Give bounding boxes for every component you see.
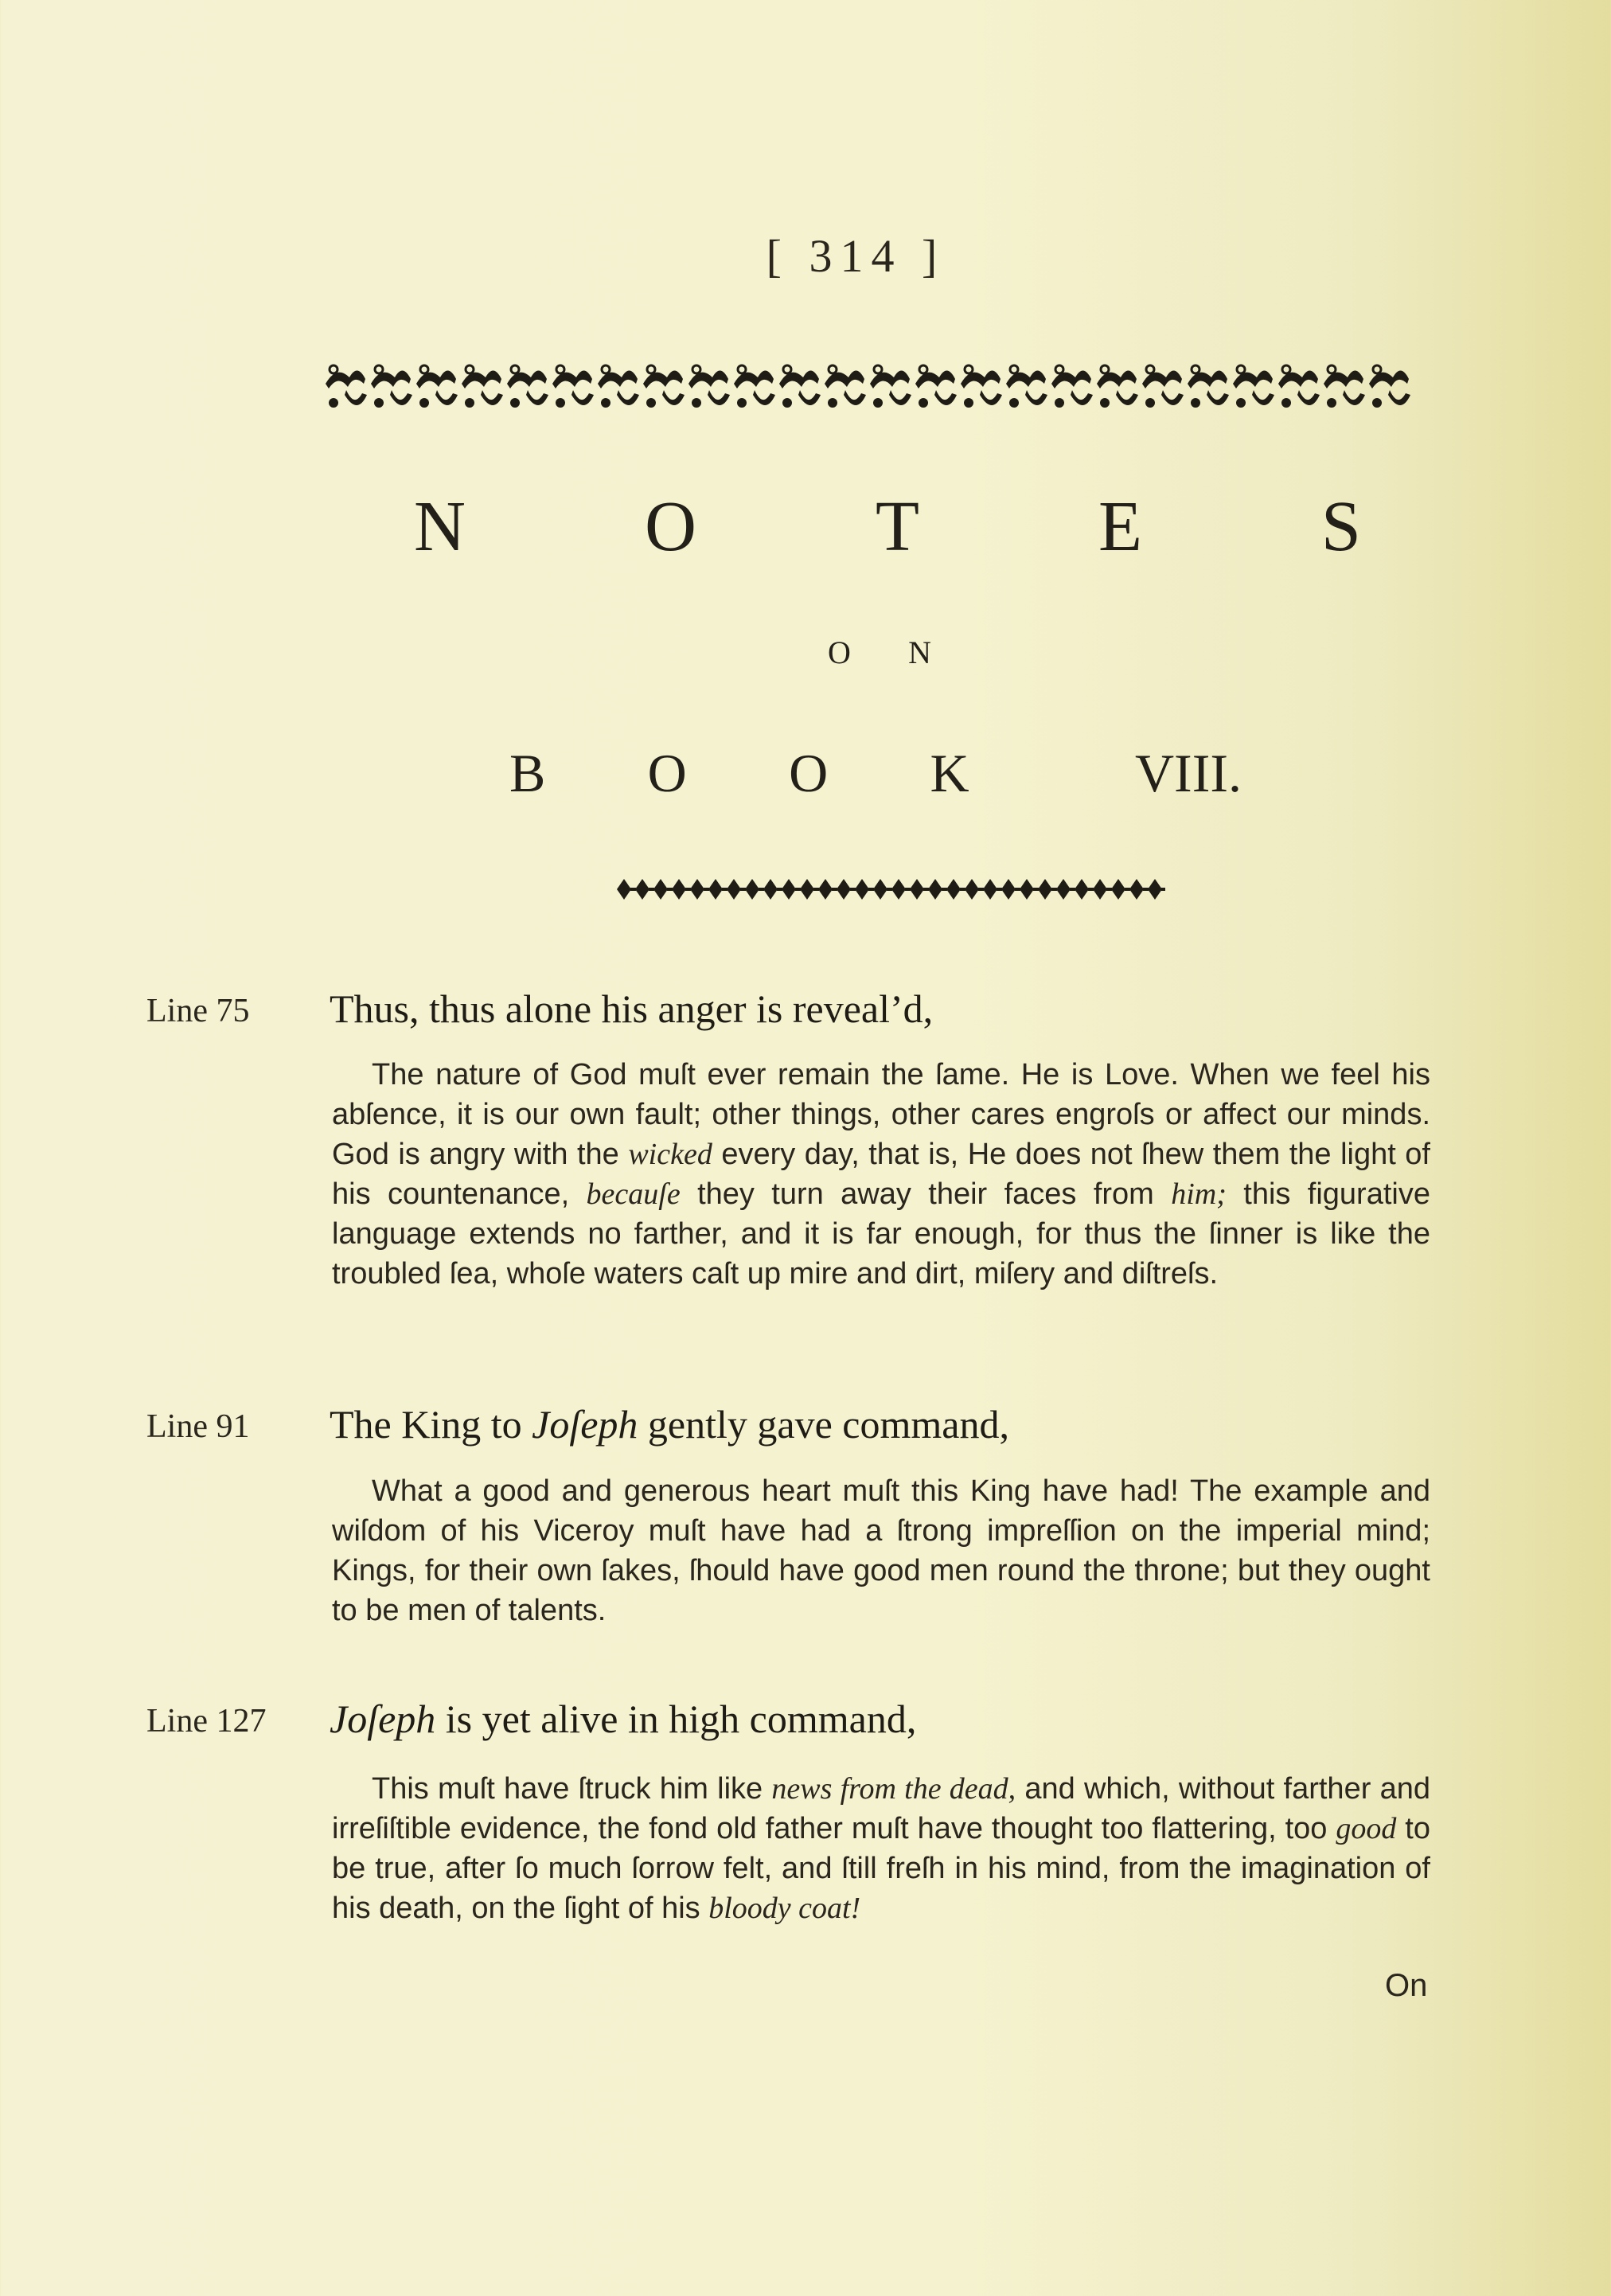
- ornament-sprig: [825, 365, 866, 408]
- ornament-diamond: [965, 879, 979, 900]
- ornament-diamond: [946, 879, 961, 900]
- page-number: [ 314 ]: [766, 230, 946, 282]
- ornament-sprig: [326, 365, 367, 408]
- ornament-diamond: [745, 879, 759, 900]
- heading-letter: B: [509, 743, 546, 803]
- verse-text: is yet alive in high command,: [435, 1697, 917, 1741]
- ornament-diamond: [1093, 879, 1107, 900]
- commentary-italic: wicked: [628, 1138, 712, 1171]
- ornament-diamond: [782, 879, 796, 900]
- commentary-italic: bloody coat!: [708, 1892, 861, 1925]
- ornament-sprig: [1324, 365, 1365, 408]
- ornament-diamond: [1148, 879, 1162, 900]
- ornament-sprig: [1006, 365, 1047, 408]
- ornament-diamond: [1056, 879, 1071, 900]
- ornament-diamond: [672, 879, 686, 900]
- commentary-text: they turn away their faces from: [680, 1177, 1172, 1211]
- commentary-text: This muſt have ſtruck him like: [372, 1772, 772, 1806]
- ornament-sprig: [779, 365, 821, 408]
- book-number: VIII.: [1134, 743, 1242, 803]
- diamond-ornament-rule: [616, 876, 1165, 903]
- ornament-diamond: [727, 879, 741, 900]
- commentary-italic: news from the dead,: [771, 1772, 1016, 1806]
- verse-italic: Joſeph: [330, 1697, 436, 1741]
- floral-ornament-border: [322, 360, 1413, 416]
- ornament-diamond: [910, 879, 924, 900]
- heading-letter: N: [908, 635, 931, 670]
- ornament-sprig: [1051, 365, 1093, 408]
- verse-quote: [330, 1696, 916, 1742]
- ornament-diamond: [635, 879, 649, 900]
- ornament-diamond: [690, 879, 704, 900]
- ornament-sprig: [915, 365, 957, 408]
- heading-notes: [414, 486, 1361, 568]
- ornament-sprig: [961, 365, 1002, 408]
- verse-text: The King to: [330, 1402, 532, 1447]
- commentary-italic: him;: [1171, 1177, 1227, 1211]
- ornament-sprig: [371, 365, 412, 408]
- ornament-diamond: [983, 879, 997, 900]
- ornament-sprig: [1278, 365, 1320, 408]
- heading-letter: E: [1098, 487, 1142, 566]
- ornament-diamond: [1111, 879, 1125, 900]
- ornament-diamond: [837, 879, 851, 900]
- ornament-diamond: [1129, 879, 1144, 900]
- ornament-sprig: [688, 365, 730, 408]
- commentary: [332, 1055, 1430, 1294]
- ornament-diamond: [653, 879, 668, 900]
- ornament-sprig: [416, 365, 458, 408]
- verse-italic: Joſeph: [532, 1402, 638, 1447]
- heading-letter: O: [644, 487, 696, 566]
- heading-letter: O: [828, 635, 851, 670]
- ornament-sprig: [552, 365, 594, 408]
- ornament-sprig: [643, 365, 685, 408]
- commentary-italic: good: [1336, 1812, 1397, 1845]
- commentary-text: every day, that is, He does not ſhew them the light of his countenance,: [332, 1138, 1430, 1211]
- heading-book: [509, 742, 1242, 805]
- commentary-text: What a good and generous heart muſt this King have had! The example and wiſdom of his Viceroy muſt have had a ſtrong impreſſion on the imperial mind; Kings, for their own ſakes, ſhould have good men round the throne; but they ought to be men of talents.: [332, 1474, 1430, 1627]
- ornament-diamond: [891, 879, 906, 900]
- ornament-diamond: [1001, 879, 1016, 900]
- commentary-italic: becauſe: [586, 1177, 681, 1211]
- commentary-text: The nature of God muſt ever remain the ſame. He is Love. When we feel his abſence, it is our own fault; other things, other cares engroſs or affect our minds. God is angry with the: [332, 1058, 1430, 1171]
- ornament-diamond: [708, 879, 723, 900]
- ornament-sprig: [1142, 365, 1184, 408]
- commentary: [332, 1769, 1430, 1928]
- ornament-diamond: [763, 879, 778, 900]
- heading-letter: K: [930, 743, 969, 803]
- ornament-sprig: [1233, 365, 1274, 408]
- line-label: Line 91: [146, 1408, 250, 1445]
- catchword: On: [1385, 1968, 1428, 2003]
- commentary-text: this figurative language extends no farther, and it is far enough, for thus the ſinner is like the troubled ſea, whoſe waters caſt up mire and dirt, miſery and diſtreſs.: [332, 1177, 1430, 1291]
- heading-letter: O: [647, 743, 687, 803]
- ornament-sprig: [462, 365, 503, 408]
- ornament-sprig: [1369, 365, 1410, 408]
- commentary-text: to be true, after ſo much ſorrow felt, and ſtill freſh in his mind, from the imagination of his death, on the ſight of his: [332, 1812, 1430, 1925]
- ornament-diamond: [855, 879, 869, 900]
- verse-text: gently gave command,: [638, 1402, 1009, 1447]
- ornament-sprig: [507, 365, 548, 408]
- line-label: Line 127: [146, 1703, 267, 1740]
- ornament-diamond: [928, 879, 942, 900]
- heading-letter: O: [789, 743, 829, 803]
- ornament-diamond: [800, 879, 814, 900]
- ornament-sprig: [598, 365, 639, 408]
- ornament-diamond: [617, 879, 631, 900]
- ornament-diamond: [1038, 879, 1052, 900]
- heading-on: [828, 634, 931, 671]
- line-label: Line 75: [146, 993, 250, 1029]
- ornament-sprig: [1188, 365, 1229, 408]
- ornament-sprig: [1097, 365, 1138, 408]
- ornament-diamond: [873, 879, 887, 900]
- verse-quote: [330, 1401, 1009, 1447]
- ornament-diamond: [1075, 879, 1089, 900]
- commentary-text: and which, without farther and irreſiſtible evidence, the fond old father muſt have thought too flattering, too: [332, 1772, 1430, 1845]
- ornament-sprig: [870, 365, 911, 408]
- ornament-diamond: [1020, 879, 1034, 900]
- heading-letter: N: [414, 487, 466, 566]
- commentary: [332, 1471, 1430, 1630]
- ornament-diamond: [818, 879, 833, 900]
- ornament-sprig: [734, 365, 775, 408]
- heading-letter: S: [1320, 487, 1361, 566]
- verse-quote: Thus, thus alone his anger is reveal’d,: [330, 986, 934, 1031]
- heading-letter: T: [875, 487, 919, 566]
